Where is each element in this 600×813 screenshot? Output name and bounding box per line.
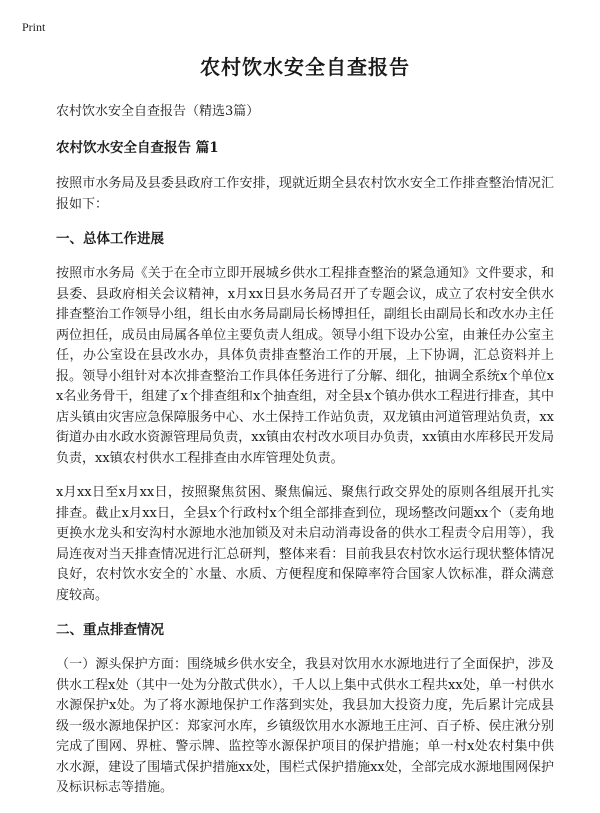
part-heading: 农村饮水安全自查报告 篇1 [56, 140, 219, 156]
print-label: Print [22, 20, 46, 34]
overview-paragraph-2: x月xx日至x月xx日，按照聚焦贫困、聚焦偏远、聚焦行政交界处的原则各组展开扎实排查。截止x月xx日，全县x个行政村x个组全部排查到位，现场整改问题xx个（麦角地更换水龙头和安沟村水源地水池加锁及对未启动消毒设备的供水工程责令启用等），我局连夜对当天排查情况进行汇总研判，整体来看：目前我县农村饮水运行现状整体情况良好，农村饮水安全的`水量、水质、方便程度和保障率符合国家人饮标准，群众满意度较高。 [56, 485, 554, 603]
overview-paragraph-1: 按照市水务局《关于在全市立即开展城乡供水工程排查整治的紧急通知》文件要求，和县委、县政府相关会议精神，x月xx日县水务局召开了专题会议，成立了农村安全供水排查整治工作领导小组，组长由水务局副局长杨博担任，副组长由副局长和改水办主任两位担任，成员由局属各单位主要负责人组成。领导小组下设办公室，由兼任办公室主任，办公室设在县改水办，具体负责排查整治工作的开展，上下协调，汇总资料并上报。领导小组针对本次排查整治工作具体任务进行了分解、细化，抽调全系统x个单位xx名业务骨干，组建了x个排查组和x个抽查组，对全县x个镇办供水工程进行排查，其中店头镇由灾害应急保障服务中心、水土保持工作站负责，双龙镇由河道管理站负责，xx街道办由水政水资源管理局负责，xx镇由农村改水项目办负责，xx镇由水库移民开发局负责，xx镇农村供水工程排查由水库管理处负责。 [56, 266, 554, 466]
section-heading-overview: 一、总体工作进展 [56, 231, 164, 247]
key-checks-paragraph-1: （一）源头保护方面：围绕城乡供水安全，我县对饮用水水源地进行了全面保护，涉及供水工程x处（其中一处为分散式供水），千人以上集中式供水工程共xx处，单一村供水水源保护x处。为了将水源地保护工作落到实处，我县加大投资力度，先后累计完成县级一级水源地保护区：郑家河水库，乡镇级饮用水水源地王庄河、百子桥、侯庄湫分别完成了围网、界桩、警示牌、监控等水源保护项目的保护措施；单一村x处农村集中供水水源，建设了围墙式保护措施xx处，围栏式保护措施xx处，全部完成水源地围网保护及标识标志等措施。 [56, 657, 554, 795]
document-subtitle: 农村饮水安全自查报告（精选3篇） [56, 104, 260, 119]
intro-paragraph: 按照市水务局及县委县政府工作安排，现就近期全县农村饮水安全工作排查整治情况汇报如下： [56, 176, 554, 212]
document-title: 农村饮水安全自查报告 [200, 55, 410, 79]
section-heading-key-checks: 二、重点排查情况 [56, 622, 164, 638]
document-body [56, 52, 554, 813]
